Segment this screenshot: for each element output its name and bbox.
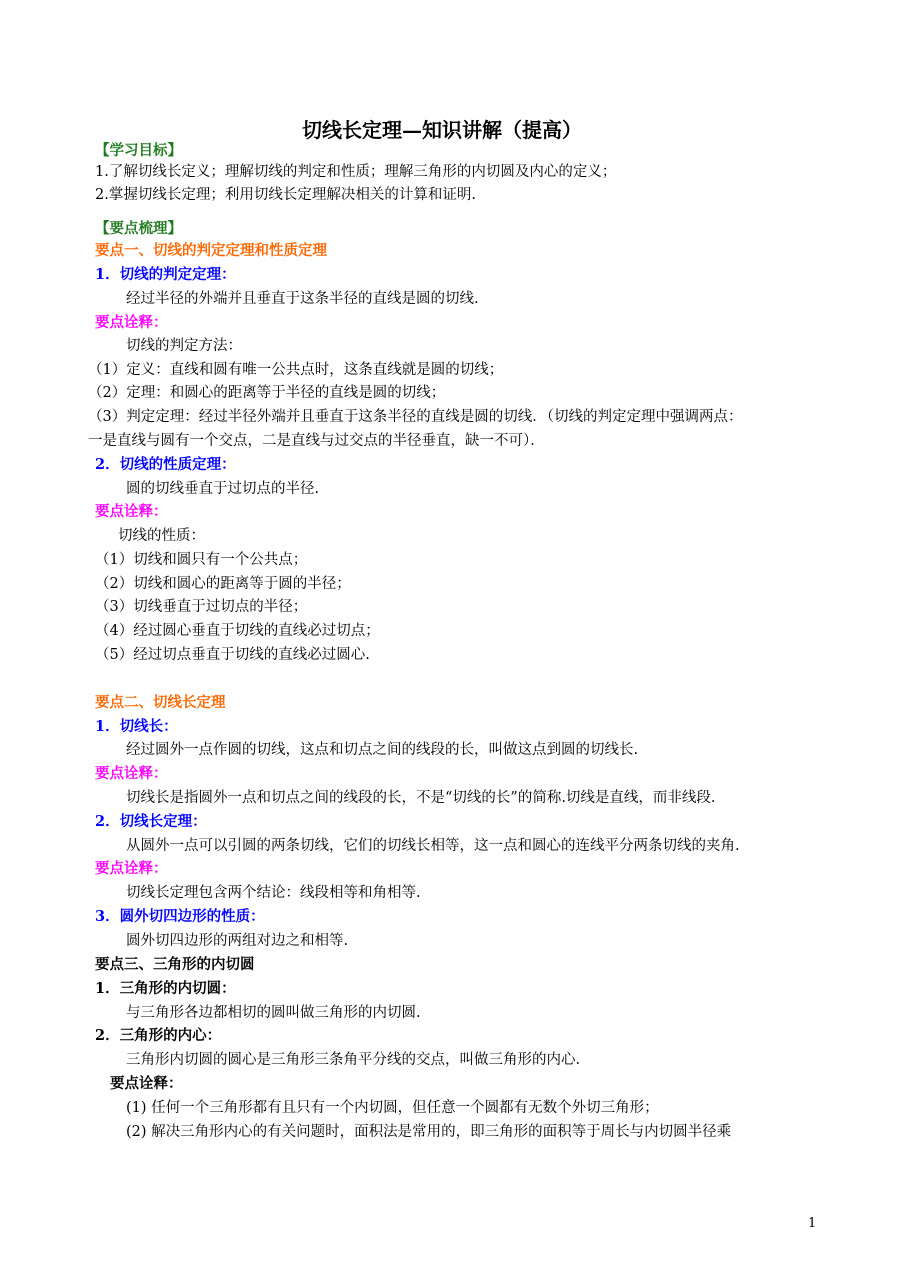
- point-text: 经过半径的外端并且垂直于这条半径的直线是圆的切线.: [126, 291, 479, 307]
- point-heading: 1．切线长：: [95, 718, 178, 735]
- note-item: （2）切线和圆心的距离等于圆的半径；: [95, 576, 351, 592]
- note-intro: 切线的判定方法：: [126, 338, 242, 354]
- point-heading: 2．切线长定理：: [95, 813, 207, 830]
- note-heading: 要点诠释：: [95, 765, 168, 782]
- section-title: 要点一、切线的判定定理和性质定理: [95, 242, 327, 259]
- point-heading: 2．切线的性质定理：: [95, 456, 236, 473]
- note-item: （4）经过圆心垂直于切线的直线必过切点；: [95, 623, 380, 639]
- note-heading: 要点诠释：: [95, 314, 168, 331]
- note-text: 切线长是指圆外一点和切点之间的线段的长，不是“切线的长”的简称.切线是直线，而非线段.: [126, 790, 716, 806]
- page-number: 1: [808, 1216, 817, 1231]
- section-title: 要点三、三角形的内切圆: [95, 956, 255, 973]
- note-item: （3）切线垂直于过切点的半径；: [95, 599, 308, 615]
- note-item: （1）定义：直线和圆有唯一公共点时，这条直线就是圆的切线；: [88, 362, 504, 378]
- note-item: (1) 任何一个三角形都有且只有一个内切圆，但任意一个圆都有无数个外切三角形；: [126, 1100, 659, 1116]
- note-item: （5）经过切点垂直于切线的直线必过圆心.: [95, 647, 370, 663]
- note-item: （1）切线和圆只有一个公共点；: [95, 552, 308, 568]
- goal-item: 1.了解切线长定义；理解切线的判定和性质；理解三角形的内切圆及内心的定义；: [95, 164, 617, 180]
- point-heading: 2．三角形的内心：: [95, 1027, 222, 1044]
- point-heading: 1．切线的判定定理：: [95, 266, 236, 283]
- note-item: (2) 解决三角形内心的有关问题时，面积法是常用的，即三角形的面积等于周长与内切圆半径乘: [126, 1124, 732, 1140]
- point-text: 圆的切线垂直于过切点的半径.: [126, 481, 320, 497]
- point-heading: 3．圆外切四边形的性质：: [95, 908, 265, 925]
- point-text: 圆外切四边形的两组对边之和相等.: [126, 933, 349, 949]
- note-heading: 要点诠释：: [110, 1075, 183, 1092]
- goal-item: 2.掌握切线长定理；利用切线长定理解决相关的计算和证明.: [95, 187, 476, 203]
- note-item: 一是直线与圆有一个交点，二是直线与过交点的半径垂直，缺一不可）．: [88, 433, 545, 449]
- point-text: 从圆外一点可以引圆的两条切线，它们的切线长相等，这一点和圆心的连线平分两条切线的夹角.: [126, 838, 740, 854]
- point-text: 与三角形各边都相切的圆叫做三角形的内切圆.: [126, 1005, 421, 1021]
- note-heading: 要点诠释：: [95, 503, 168, 520]
- point-heading: 1．三角形的内切圆：: [95, 980, 236, 997]
- goals-heading: 【学习目标】: [95, 142, 182, 159]
- note-intro: 切线的性质：: [118, 528, 205, 544]
- note-item: （2）定理：和圆心的距离等于半径的直线是圆的切线；: [88, 385, 446, 401]
- note-item: （3）判定定理：经过半径外端并且垂直于这条半径的直线是圆的切线．（切线的判定定理中强调两点：: [88, 409, 743, 425]
- note-heading: 要点诠释：: [95, 860, 168, 877]
- section-title: 要点二、切线长定理: [95, 694, 226, 711]
- page-title: 切线长定理—知识讲解（提高）: [302, 118, 582, 142]
- point-text: 经过圆外一点作圆的切线，这点和切点之间的线段的长，叫做这点到圆的切线长.: [126, 742, 639, 758]
- point-text: 三角形内切圆的圆心是三角形三条角平分线的交点，叫做三角形的内心.: [126, 1052, 581, 1068]
- outline-heading: 【要点梳理】: [95, 220, 182, 237]
- note-text: 切线长定理包含两个结论：线段相等和角相等.: [126, 885, 421, 901]
